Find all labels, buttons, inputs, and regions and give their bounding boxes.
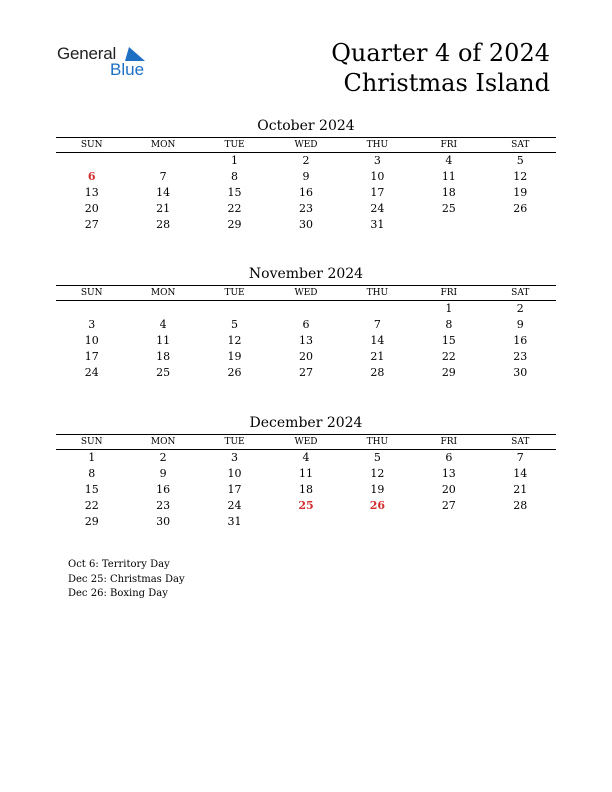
day-cell: 20 xyxy=(441,483,456,496)
weekday-header: FRI xyxy=(413,286,484,301)
day-cell: 28 xyxy=(156,218,171,231)
weekday-header: SAT xyxy=(485,286,556,301)
weekday-header: THU xyxy=(342,435,413,450)
day-cell: 29 xyxy=(441,366,456,379)
day-cell: 7 xyxy=(159,170,167,183)
day-cell: 2 xyxy=(516,302,524,315)
day-cell: 5 xyxy=(373,451,381,464)
day-cell xyxy=(127,153,198,170)
day-cell: 24 xyxy=(84,366,99,379)
day-cell: 1 xyxy=(231,154,239,167)
day-cell xyxy=(56,153,127,170)
day-cell xyxy=(485,514,556,530)
day-cell: 2 xyxy=(302,154,310,167)
day-cell: 21 xyxy=(370,350,385,363)
month-october xyxy=(56,117,556,233)
day-cell: 23 xyxy=(298,202,313,215)
day-cell: 16 xyxy=(513,334,528,347)
day-cell: 8 xyxy=(231,170,239,183)
day-cell: 29 xyxy=(227,218,242,231)
weekday-header: MON xyxy=(127,286,198,301)
weekday-header: SUN xyxy=(56,286,127,301)
day-cell: 18 xyxy=(441,186,456,199)
day-cell: 8 xyxy=(445,318,453,331)
day-cell: 11 xyxy=(156,334,171,347)
day-cell xyxy=(56,301,127,318)
day-cell: 20 xyxy=(298,350,313,363)
day-cell: 2 xyxy=(159,451,167,464)
day-cell: 3 xyxy=(231,451,239,464)
weekday-header: SUN xyxy=(56,138,127,153)
day-cell: 17 xyxy=(84,350,99,363)
day-cell xyxy=(342,301,413,318)
day-cell: 14 xyxy=(370,334,385,347)
day-cell: 30 xyxy=(298,218,313,231)
day-cell: 3 xyxy=(88,318,96,331)
holiday-notes xyxy=(68,558,185,602)
day-cell: 3 xyxy=(373,154,381,167)
day-cell: 22 xyxy=(84,499,99,512)
generalblue-logo xyxy=(57,44,157,80)
page-title xyxy=(331,38,550,98)
day-cell: 15 xyxy=(84,483,99,496)
day-cell: 26 xyxy=(513,202,528,215)
day-cell xyxy=(485,217,556,233)
week-row xyxy=(56,466,556,482)
day-cell: 7 xyxy=(516,451,524,464)
week-row xyxy=(56,482,556,498)
logo-word-blue: Blue xyxy=(110,60,145,79)
week-row xyxy=(56,365,556,381)
week-row xyxy=(56,217,556,233)
day-cell: 16 xyxy=(156,483,171,496)
day-cell: 12 xyxy=(513,170,528,183)
day-cell: 4 xyxy=(445,154,453,167)
week-row xyxy=(56,201,556,217)
logo-triangle-icon xyxy=(125,47,145,61)
logo-word-general: General xyxy=(57,44,117,63)
day-cell: 4 xyxy=(159,318,167,331)
weekday-header: WED xyxy=(270,435,341,450)
day-cell: 7 xyxy=(373,318,381,331)
day-cell: 10 xyxy=(84,334,99,347)
day-cell: 29 xyxy=(84,515,99,528)
day-cell: 10 xyxy=(227,467,242,480)
title-region: Christmas Island xyxy=(343,69,550,97)
day-cell: 24 xyxy=(227,499,242,512)
day-cell: 17 xyxy=(370,186,385,199)
holiday-day-cell: 6 xyxy=(87,170,96,183)
week-row xyxy=(56,317,556,333)
day-cell: 21 xyxy=(513,483,528,496)
day-cell: 31 xyxy=(227,515,242,528)
calendar-grid xyxy=(56,434,556,530)
day-cell: 17 xyxy=(227,483,242,496)
day-cell: 15 xyxy=(227,186,242,199)
weekday-header: TUE xyxy=(199,435,270,450)
weekday-header: SAT xyxy=(485,138,556,153)
month-title: October 2024 xyxy=(257,118,355,134)
day-cell: 4 xyxy=(302,451,310,464)
weekday-header: FRI xyxy=(413,138,484,153)
day-cell: 11 xyxy=(441,170,456,183)
day-cell: 9 xyxy=(159,467,167,480)
day-cell: 14 xyxy=(156,186,171,199)
month-title: November 2024 xyxy=(248,266,364,282)
week-row xyxy=(56,450,556,467)
day-cell: 9 xyxy=(516,318,524,331)
day-cell: 15 xyxy=(441,334,456,347)
day-cell: 14 xyxy=(513,467,528,480)
day-cell xyxy=(199,301,270,318)
calendar-grid xyxy=(56,285,556,381)
weekday-header: SAT xyxy=(485,435,556,450)
day-cell: 18 xyxy=(298,483,313,496)
day-cell: 16 xyxy=(298,186,313,199)
weekday-header: SUN xyxy=(56,435,127,450)
day-cell: 21 xyxy=(156,202,171,215)
weekday-header: WED xyxy=(270,138,341,153)
day-cell: 27 xyxy=(298,366,313,379)
day-cell: 22 xyxy=(441,350,456,363)
calendar-grid xyxy=(56,137,556,233)
week-row xyxy=(56,349,556,365)
day-cell: 13 xyxy=(441,467,456,480)
day-cell xyxy=(127,301,198,318)
weekday-header: TUE xyxy=(199,286,270,301)
title-quarter: Quarter 4 of 2024 xyxy=(331,39,550,67)
day-cell: 13 xyxy=(84,186,99,199)
weekday-header: TUE xyxy=(199,138,270,153)
holiday-note: Oct 6: Territory Day xyxy=(68,559,170,570)
day-cell: 11 xyxy=(298,467,313,480)
day-cell: 8 xyxy=(88,467,96,480)
day-cell: 1 xyxy=(88,451,96,464)
holiday-note: Dec 25: Christmas Day xyxy=(68,573,185,585)
day-cell: 27 xyxy=(441,499,456,512)
holiday-day-cell: 25 xyxy=(298,499,314,512)
day-cell: 31 xyxy=(370,218,385,231)
day-cell: 26 xyxy=(227,366,242,379)
holiday-day-cell: 26 xyxy=(369,499,386,512)
day-cell: 13 xyxy=(298,334,313,347)
day-cell xyxy=(413,514,484,530)
week-row xyxy=(56,185,556,201)
day-cell: 1 xyxy=(445,302,453,315)
week-row xyxy=(56,514,556,530)
weekday-header: WED xyxy=(270,286,341,301)
month-title: December 2024 xyxy=(249,415,363,431)
day-cell: 6 xyxy=(302,318,310,331)
day-cell: 19 xyxy=(513,186,528,199)
day-cell: 10 xyxy=(370,170,385,183)
week-row xyxy=(56,169,556,185)
day-cell: 22 xyxy=(227,202,242,215)
week-row xyxy=(56,301,556,318)
day-cell: 25 xyxy=(156,366,171,379)
day-cell: 30 xyxy=(513,366,528,379)
day-cell: 9 xyxy=(302,170,310,183)
week-row xyxy=(56,333,556,349)
day-cell: 23 xyxy=(513,350,528,363)
holiday-note: Dec 26: Boxing Day xyxy=(68,588,168,599)
day-cell: 18 xyxy=(156,350,171,363)
day-cell: 12 xyxy=(227,334,242,347)
day-cell: 24 xyxy=(370,202,385,215)
day-cell xyxy=(413,217,484,233)
day-cell xyxy=(342,514,413,530)
day-cell: 12 xyxy=(370,467,385,480)
day-cell: 25 xyxy=(441,202,456,215)
week-row xyxy=(56,498,556,514)
day-cell: 30 xyxy=(156,515,171,528)
weekday-header: THU xyxy=(342,286,413,301)
week-row xyxy=(56,153,556,170)
day-cell xyxy=(270,301,341,318)
weekday-header: FRI xyxy=(413,435,484,450)
day-cell xyxy=(270,514,341,530)
day-cell: 27 xyxy=(84,218,99,231)
day-cell: 23 xyxy=(156,499,171,512)
month-november xyxy=(56,265,556,381)
weekday-header: MON xyxy=(127,138,198,153)
day-cell: 6 xyxy=(445,451,453,464)
day-cell: 28 xyxy=(513,499,528,512)
month-december xyxy=(56,414,556,530)
weekday-header: THU xyxy=(342,138,413,153)
day-cell: 20 xyxy=(84,202,99,215)
day-cell: 19 xyxy=(227,350,242,363)
day-cell: 28 xyxy=(370,366,385,379)
weekday-header: MON xyxy=(127,435,198,450)
day-cell: 19 xyxy=(370,483,385,496)
day-cell: 5 xyxy=(516,154,524,167)
day-cell: 5 xyxy=(231,318,239,331)
